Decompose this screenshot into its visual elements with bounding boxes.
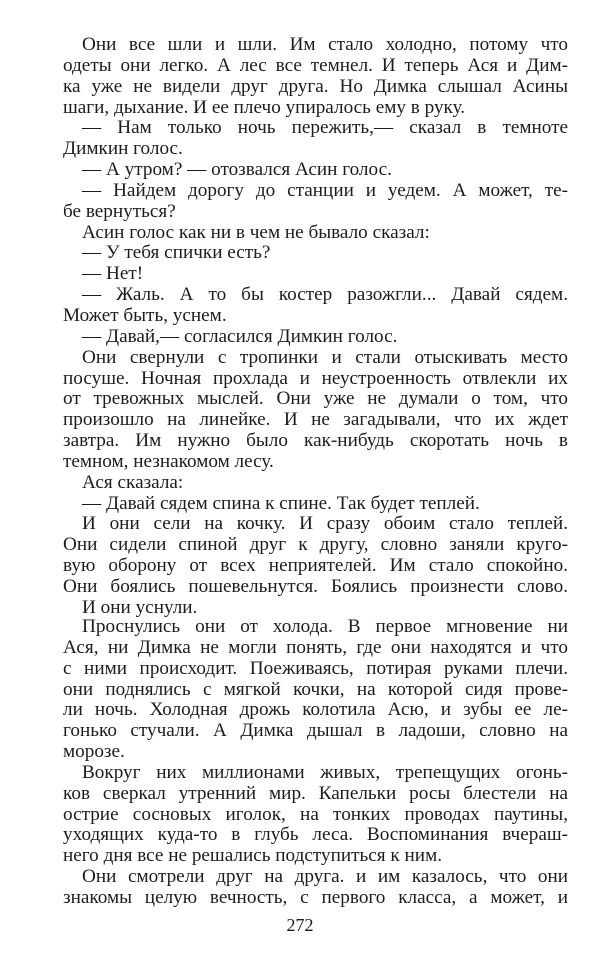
text-line: гонько стучали. А Димка дышал в ладоши, словно на (63, 720, 568, 742)
text-line: ков сверкал утренний мир. Капельки росы блестели на (63, 782, 568, 804)
text-line: Проснулись они от холода. В первое мгновение ни (82, 616, 568, 637)
text-line: острие сосновых иголок, на тонких проводах паутины, (63, 803, 568, 825)
text-line: посуше. Ночная прохлада и неустроенность отвлекли их (63, 367, 568, 389)
text-line: Они боялись пошевельнутся. Боялись произнести слово. (63, 575, 568, 597)
text-line: Может быть, уснем. (63, 304, 227, 326)
text-line: с ними происходит. Поеживаясь, потирая руками плечи. (63, 657, 568, 679)
text-line: темном, незнакомом лесу. (63, 450, 274, 472)
text-line: Они все шли и шли. Им стало холодно, потому что (82, 34, 568, 55)
text-line: Они смотрели друг на друга. и им казалось, что они (82, 866, 568, 888)
text-line: шаги, дыхание. И ее плечо упиралось ему в руку. (63, 96, 466, 118)
text-line: — Нам только ночь пережить,— сказал в темноте (82, 117, 568, 139)
text-line: ка уже не видели друг друга. Но Димка слышал Асины (63, 75, 568, 97)
text-line: бе вернуться? (63, 200, 176, 222)
text-line: — А утром? — отозвался Асин голос. (82, 159, 392, 181)
text-line: Асин голос как ни в чем не бывало сказал: (82, 221, 430, 243)
text-line: вую оборону от всех неприятелей. Им стало спокойно. (63, 555, 568, 577)
text-line: Вокруг них миллионами живых, трепещущих огонь- (82, 761, 568, 783)
text-line: завтра. Им нужно было как-нибудь скоротать ночь в (63, 430, 568, 452)
text-line: И они уснули. (82, 596, 198, 618)
text-line: они поднялись с мягкой кочки, на которой сидя прове- (63, 678, 568, 700)
text-line: Они свернули с тропинки и стали отыскивать место (82, 346, 568, 368)
text-line: одеты они легко. А лес все темнел. И теперь Ася и Дим- (63, 54, 568, 76)
text-line: знакомы целую вечность, с первого класса, а может, и (63, 886, 568, 908)
text-line: произошло на линейке. И не загадывали, что их ждет (63, 409, 568, 431)
text-line: Ася, ни Димка не могли понять, где они находятся и что (63, 636, 568, 658)
text-line: — Давай,— согласился Димкин голос. (82, 325, 398, 347)
text-line: — Давай сядем спина к спине. Так будет теплей. (82, 492, 480, 514)
text-line: Димкин голос. (63, 138, 183, 160)
text-line: от тревожных мыслей. Они уже не думали о том, что (63, 388, 568, 410)
text-line: Они сидели спиной друг к другу, словно заняли круго- (63, 534, 568, 556)
text-line: Ася сказала: (82, 471, 184, 493)
text-line: И они сели на кочку. И сразу обоим стало теплей. (82, 513, 568, 535)
text-line: — Жаль. А то бы костер разожгли... Давай сядем. (82, 284, 568, 306)
text-line: — Найдем дорогу до станции и уедем. А может, те- (82, 179, 568, 201)
text-section-1 (63, 35, 568, 619)
text-line: морозе. (63, 741, 125, 763)
text-line: — У тебя спички есть? (82, 242, 271, 264)
text-line: ли ночь. Холодная дрожь колотила Асю, и зубы ее ле- (63, 699, 568, 721)
text-line: уходящих куда-то в глубь леса. Воспоминания вчераш- (63, 824, 568, 846)
text-line: него дня все не решались подступиться к ним. (63, 845, 443, 867)
page-number: 272 (286, 915, 314, 935)
text-line: — Нет! (82, 263, 144, 285)
text-section-2 (63, 617, 568, 909)
